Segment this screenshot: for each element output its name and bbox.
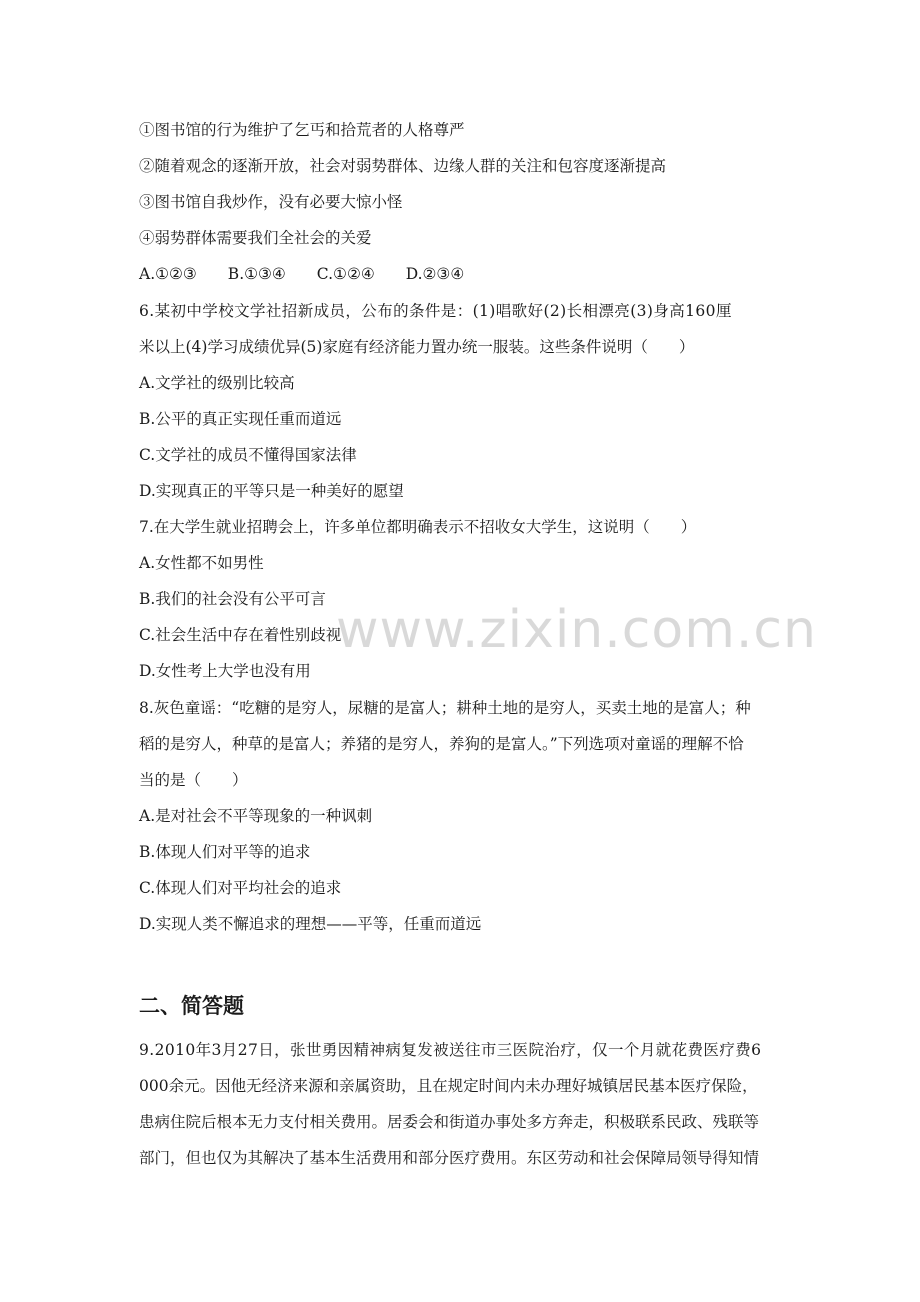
question-9-line-3: 患病住院后根本无力支付相关费用。居委会和街道办事处多方奔走，积极联系民政、残联等	[139, 1113, 760, 1131]
question-8-option-b: B.体现人们对平等的追求	[139, 843, 311, 861]
question-6-line-2: 米以上(4)学习成绩优异(5)家庭有经济能力置办统一服装。这些条件说明（ ）	[139, 338, 695, 356]
question-8-line-3: 当的是（ ）	[139, 771, 248, 789]
question-8-line-2: 稻的是穷人，种草的是富人；养猪的是穷人，养狗的是富人。”下列选项对童谣的理解不恰	[139, 735, 744, 753]
question-6-option-b: B.公平的真正实现任重而道远	[139, 410, 342, 428]
question-7-option-d: D.女性考上大学也没有用	[139, 662, 311, 680]
watermark: www.zixin.com.cn	[336, 600, 817, 660]
question-9-line-4: 部门，但也仅为其解决了基本生活费用和部分医疗费用。东区劳动和社会保障局领导得知情	[139, 1149, 760, 1167]
question-7-option-a: A.女性都不如男性	[139, 554, 264, 572]
question-6-option-a: A.文学社的级别比较高	[139, 374, 295, 392]
section-heading: 二、简答题	[139, 994, 244, 1018]
question-6-line-1: 6.某初中学校文学社招新成员，公布的条件是：(1)唱歌好(2)长相漂亮(3)身高160厘	[139, 302, 732, 320]
question-8-option-c: C.体现人们对平均社会的追求	[139, 879, 342, 897]
question-7-option-b: B.我们的社会没有公平可言	[139, 590, 326, 608]
answer-choices-5: A.①②③ B.①③④ C.①②④ D.②③④	[139, 265, 465, 283]
option-line-1: ①图书馆的行为维护了乞丐和拾荒者的人格尊严	[139, 121, 465, 139]
question-7-option-c: C.社会生活中存在着性别歧视	[139, 626, 342, 644]
question-8-option-a: A.是对社会不平等现象的一种讽刺	[139, 807, 373, 825]
option-line-4: ④弱势群体需要我们全社会的关爱	[139, 229, 372, 247]
question-7: 7.在大学生就业招聘会上，许多单位都明确表示不招收女大学生，这说明（ ）	[139, 518, 697, 536]
question-9-line-1: 9.2010年3月27日，张世勇因精神病复发被送往市三医院治疗，仅一个月就花费医疗费6	[139, 1041, 762, 1059]
option-line-2: ②随着观念的逐渐开放，社会对弱势群体、边缘人群的关注和包容度逐渐提高	[139, 157, 667, 175]
option-line-3: ③图书馆自我炒作，没有必要大惊小怪	[139, 193, 403, 211]
question-6-option-d: D.实现真正的平等只是一种美好的愿望	[139, 482, 404, 500]
question-9-line-2: 000余元。因他无经济来源和亲属资助，且在规定时间内未办理好城镇居民基本医疗保险，	[139, 1077, 758, 1095]
question-8-line-1: 8.灰色童谣：“吃糖的是穷人，尿糖的是富人；耕种土地的是穷人，买卖土地的是富人；种	[139, 699, 751, 717]
question-8-option-d: D.实现人类不懈追求的理想——平等，任重而道远	[139, 915, 482, 933]
question-6-option-c: C.文学社的成员不懂得国家法律	[139, 446, 357, 464]
